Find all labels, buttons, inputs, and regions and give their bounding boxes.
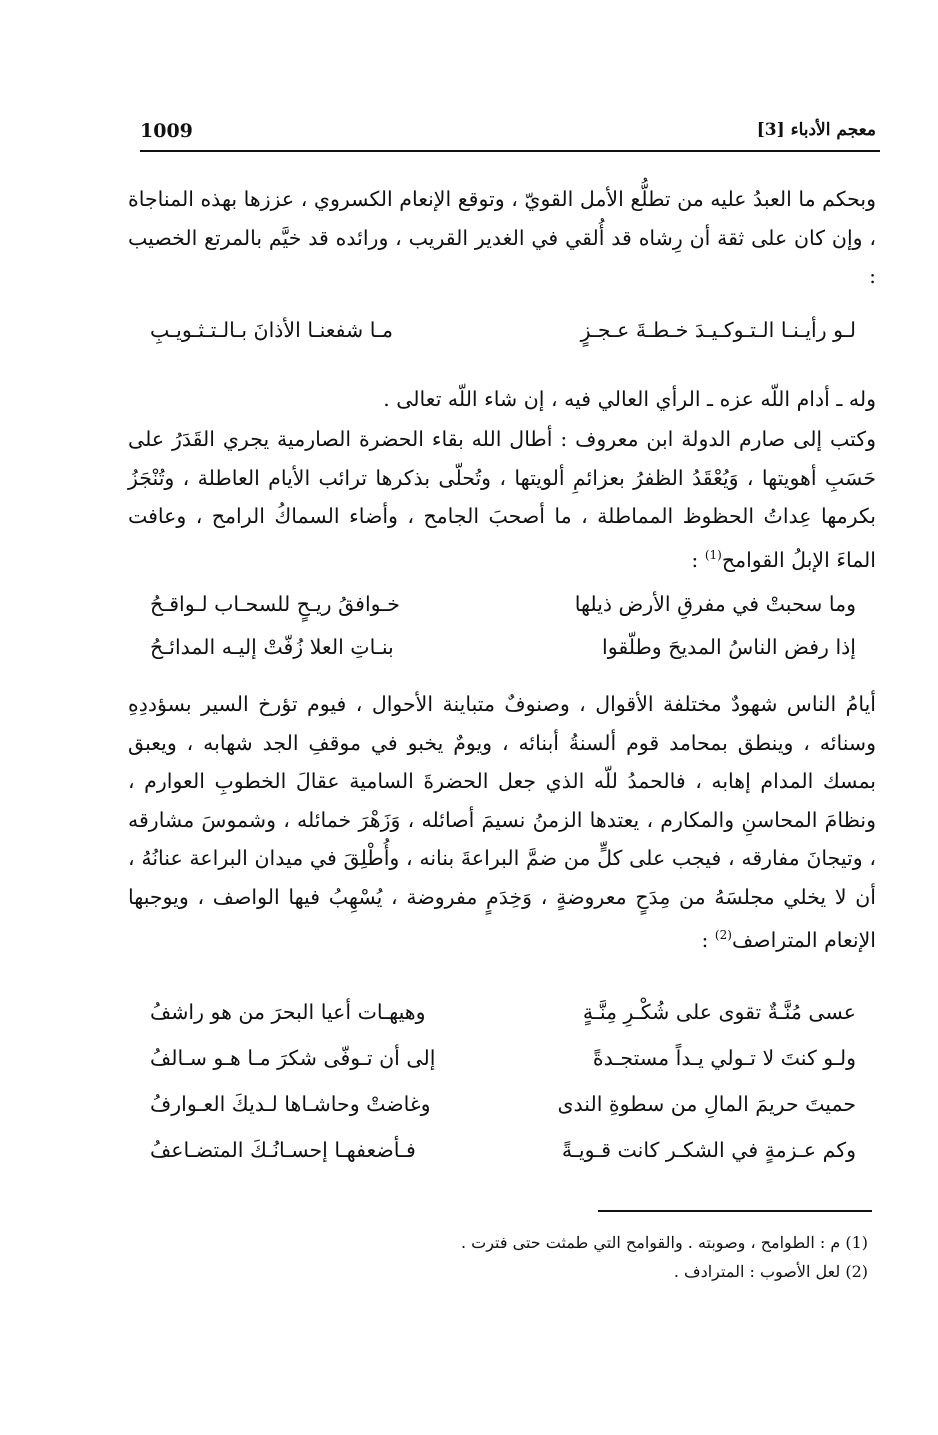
verse-second-hemistich: مـا شفعنـا الأذانَ بـالـتـثـويـبِ [150,318,393,342]
page-number: 1009 [140,120,193,142]
verse-first-hemistich: وما سحبتْ في مفرقِ الأرض ذيلها [574,592,856,616]
verse-line [150,1092,856,1128]
footnote-ref-2[interactable]: (2) [714,928,732,942]
verse-line [150,318,856,354]
verse-first-hemistich: حميتَ حريمَ المالِ من سطوةِ الندى [557,1092,856,1116]
verse-line [150,592,856,628]
verse-first-hemistich: ولـو كنتَ لا تـولي يـداً مستجـدةً [592,1046,856,1070]
paragraph-letter [128,420,876,579]
verse-second-hemistich: بنـاتِ العلا زُفّتْ إليـه المدائـحُ [150,635,394,659]
verse-second-hemistich: فـأضعفهـا إحسـانُـكَ المتضـاعفُ [150,1138,416,1162]
footnote-ref-1[interactable]: (1) [704,547,722,562]
header-rule [140,150,880,152]
praise-text: أيامُ الناس شهودٌ مختلفة الأقوال ، وصنوفٌ متباينة الأحوال ، فيوم تؤرخ السير بسؤددِهِ وسنائه ، وينطق بمحامد قوم ألسنةُ أبنائه ، ويومٌ يخبو في موقفِ الجد شهابه ، ويعبق بمسك المدام إهابه ، فالحمدُ للّه الذي جعل الحضرةَ السامية عقالَ الخطوبِ العوارم ، ونظامَ المحاسنِ والمكارم ، يعتدها الزمنُ نسيمَ أصائله ، وَزَهْرَ خمائله ، وشموسَ مشارقه ، وتيجانَ مفارقه ، فيجب على كلٍّ من ضمَّ البراعةَ بنانه ، وأُطْلِقَ في ميدان البراعة عنانُهُ ، أن لا يخلي مجلسَهُ من مِدَحٍ معروضةٍ ، وَخِدَمٍ مفروضة ، يُسْهِبُ فيها الواصف ، ويوجبها الإنعام المتراصف [128,692,876,952]
footnote-2: (2) لعل الأصوب : المترادف . [673,1262,868,1281]
verse-line [150,1138,856,1174]
verse-second-hemistich: وهيهـات أعيا البحرَ من هو راشفُ [150,1000,426,1024]
verse-second-hemistich: وغاضتْ وحاشـاها لـديكَ العـوارفُ [150,1092,431,1116]
paragraph-praise [128,685,876,959]
verse-line [150,1046,856,1082]
verse-line [150,635,856,671]
book-title: معجم الأدباء [3] [756,120,876,140]
verse-first-hemistich: إذا رفض الناسُ المديحَ وطلّقوا [602,635,856,659]
letter-colon: : [691,547,705,572]
verse-second-hemistich: خـوافقُ ريـحٍ للسحـاب لـواقـحُ [150,592,400,616]
verse-line [150,1000,856,1036]
letter-text: وكتب إلى صارم الدولة ابن معروف : أطال الله بقاء الحضرة الصارمية يجري القَدَرُ على حَسَبِ أهويتها ، وَيُعْقَدُ الظفرُ بعزائمِ ألويتها ، وتُحلّى بذكرها ترائب الأيام العاطلة ، وتُنْجَزُ بكرمها عِداتُ الحظوظ المماطلة ، ما أصحبَ الجامح ، وأضاء السماكُ الرامح ، وعافت الماءَ الإبلُ القوامح [128,427,876,572]
verse-first-hemistich: عسى مُنَّـةٌ تقوى على شُكْـرِ مِنَّـةٍ [582,1000,856,1024]
running-header [140,120,876,148]
paragraph-opening: وبحكم ما العبدُ عليه من تطلُّع الأمل القويّ ، وتوقع الإنعام الكسروي ، عززها بهذه المناجاة ، وإن كان على ثقة أن رِشاه قد أُلقي في الغدير القريب ، ورائده قد خيَّم بالمرتع الخصيب : [128,187,876,288]
footnote-1: (1) م : الطوامح ، وصوبته . والقوامح التي طمثت حتى فترت . [460,1233,868,1252]
verse-second-hemistich: إلى أن تـوفّى شكرَ مـا هـو سـالفُ [150,1046,436,1070]
paragraph-prayer: وله ـ أدام اللّه عزه ـ الرأي العالي فيه ، إن شاء اللّه تعالى . [383,387,876,411]
verse-first-hemistich: لـو رأيـنـا الـتـوكـيـدَ خـطـةَ عـجـزٍ [580,318,856,342]
praise-colon: : [701,927,715,952]
verse-first-hemistich: وكم عـزمةٍ في الشكـر كانت قـويـةً [561,1138,856,1162]
footnote-separator [598,1210,872,1212]
